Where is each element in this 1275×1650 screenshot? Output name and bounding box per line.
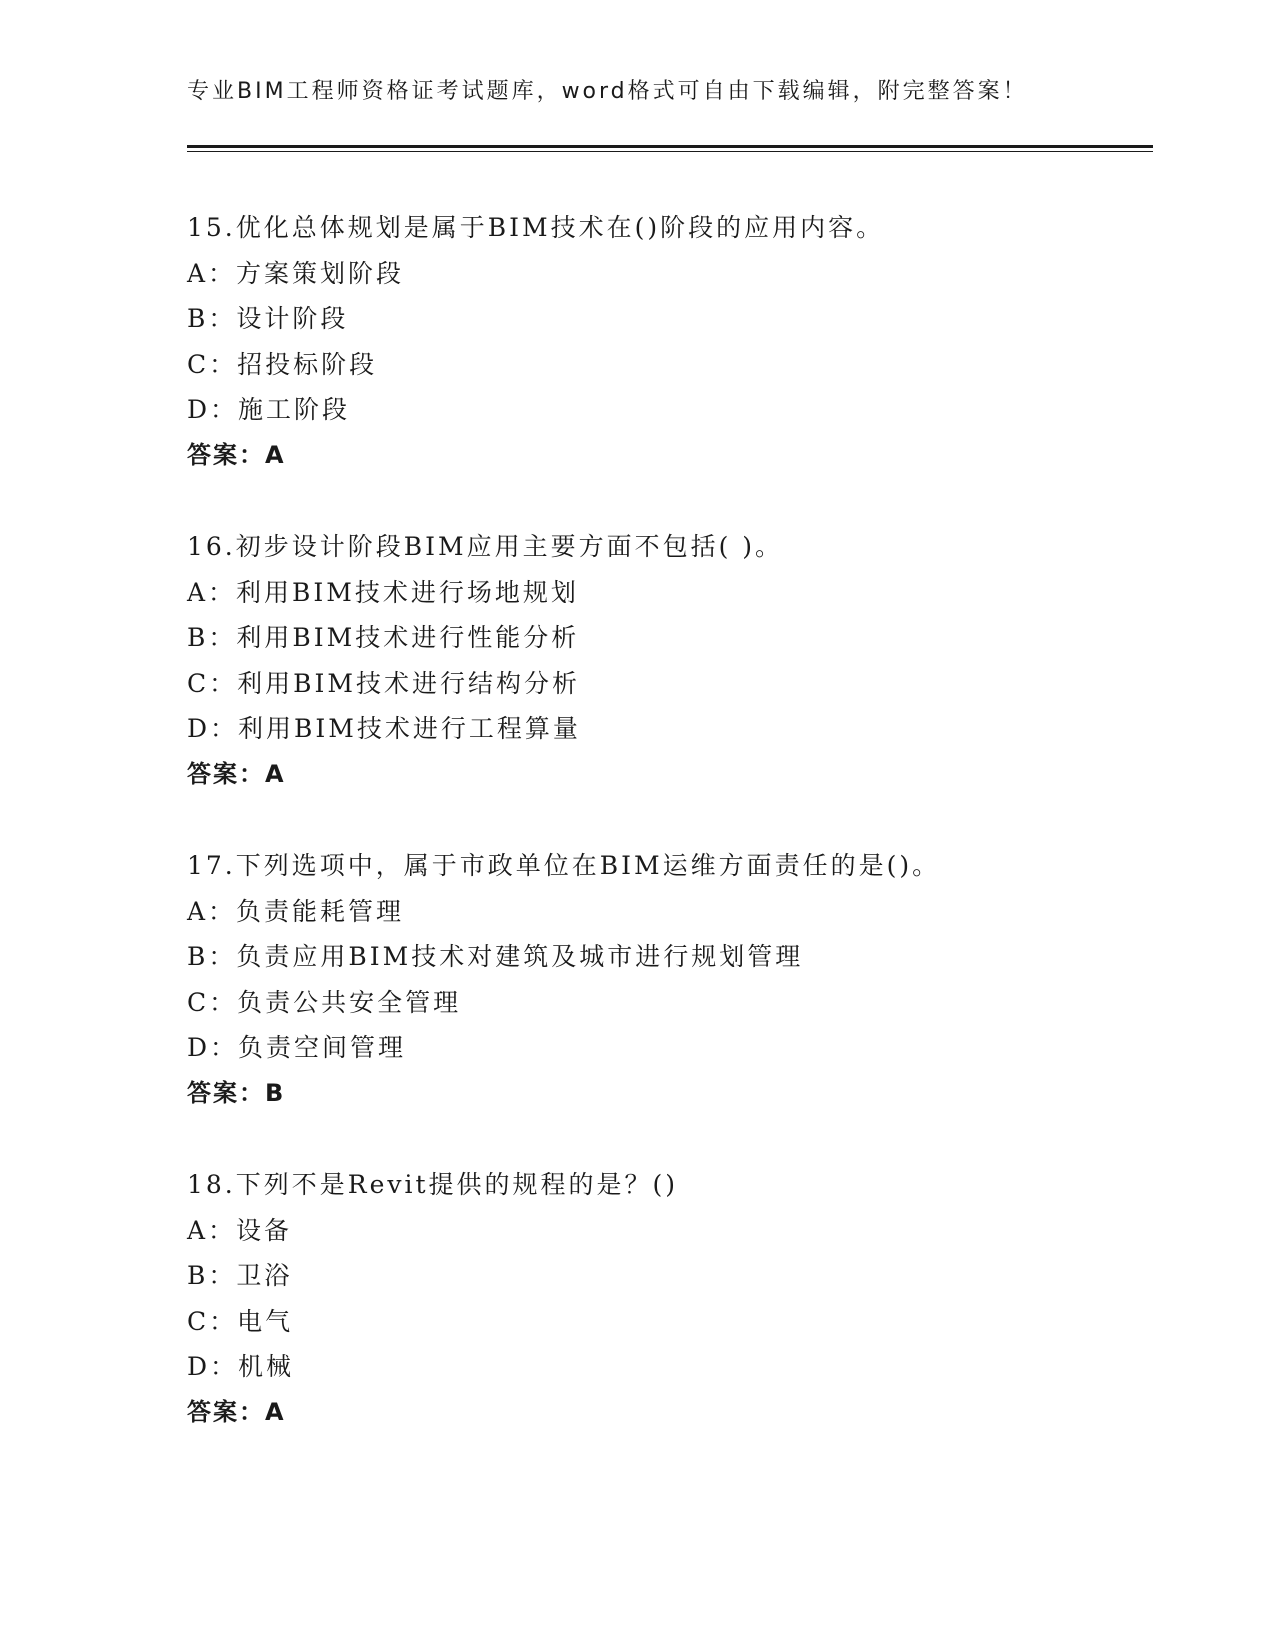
option-a: A：利用BIM技术进行场地规划 (187, 577, 579, 607)
option-b: B：利用BIM技术进行性能分析 (187, 623, 580, 652)
answer: 答案：A (187, 759, 286, 788)
option-d: D：机械 (187, 1352, 295, 1381)
answer: 答案：A (187, 1397, 286, 1426)
header-rule-thin (187, 151, 1153, 152)
question-16 (187, 524, 1153, 843)
question-17 (187, 843, 1153, 1162)
option-c: C：招投标阶段 (187, 349, 378, 379)
question-stem: 15.优化总体规划是属于BIM技术在()阶段的应用内容。 (187, 213, 885, 242)
option-b: B：卫浴 (187, 1261, 293, 1290)
answer: 答案：B (187, 1078, 286, 1107)
option-a: A：设备 (187, 1215, 293, 1245)
option-d: D：利用BIM技术进行工程算量 (187, 714, 581, 743)
option-c: C：利用BIM技术进行结构分析 (187, 668, 580, 698)
option-c: C：电气 (187, 1306, 294, 1336)
answer: 答案：A (187, 440, 286, 469)
question-15 (187, 205, 1153, 524)
option-d: D：施工阶段 (187, 395, 351, 424)
option-c: C：负责公共安全管理 (187, 987, 462, 1017)
header-rule-thick (187, 145, 1153, 148)
option-a: A：负责能耗管理 (187, 896, 405, 926)
option-b: B：负责应用BIM技术对建筑及城市进行规划管理 (187, 942, 804, 971)
question-18 (187, 1162, 1153, 1481)
option-a: A：方案策划阶段 (187, 258, 405, 288)
question-list (187, 205, 1153, 1481)
question-stem: 17.下列选项中，属于市政单位在BIM运维方面责任的是()。 (187, 851, 941, 880)
page-header: 专业BIM工程师资格证考试题库，word格式可自由下载编辑，附完整答案！ (187, 79, 1028, 104)
option-d: D：负责空间管理 (187, 1033, 407, 1062)
option-b: B：设计阶段 (187, 304, 349, 333)
question-stem: 16.初步设计阶段BIM应用主要方面不包括( )。 (187, 532, 784, 561)
question-stem: 18.下列不是Revit提供的规程的是？() (187, 1170, 679, 1199)
